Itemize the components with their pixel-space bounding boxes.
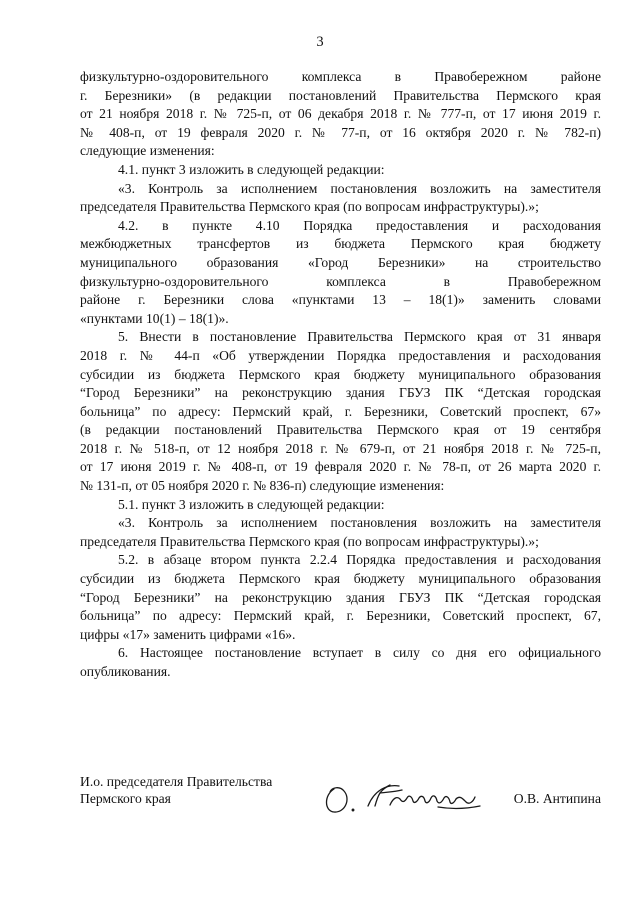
page-number: 3 — [316, 34, 324, 50]
text-line: межбюджетных трансфертов из бюджета Пермского края бюджету — [80, 236, 601, 252]
text-line: опубликования. — [80, 664, 171, 679]
text-line: районе г. Березники слова «пунктами 13 – 18(1)» заменить словами — [80, 292, 601, 308]
paragraph — [80, 68, 601, 161]
text-line: физкультурно-оздоровительного комплекса в Правобережном — [80, 273, 601, 289]
paragraph — [80, 328, 601, 495]
text-line: от 17 июня 2019 г. № 408-п, от 19 февраля 2020 г. № 78-п, от 26 марта 2020 г. — [80, 459, 601, 475]
text-line: 2018 г. № 518-п, от 12 ноября 2018 г. № 679-п, от 21 ноября 2018 г. № 725-п, — [80, 440, 601, 456]
signatory-title-line: И.о. председателя Правительства — [80, 774, 273, 789]
text-line: 4.1. пункт 3 изложить в следующей редакции: — [118, 161, 385, 177]
text-line: г. Березники» (в редакции постановлений Правительства Пермского края — [80, 87, 601, 103]
text-line: от 21 ноября 2018 г. № 725-п, от 06 декабря 2018 г. № 777-п, от 17 июня 2019 г. — [80, 106, 601, 122]
text-line: «3. Контроль за исполнением постановления возложить на заместителя — [118, 515, 601, 531]
text-line: “Город Березники” на реконструкцию здания ГБУЗ ПК “Детская городская — [80, 589, 601, 605]
handwritten-signature — [320, 773, 495, 823]
paragraph — [80, 217, 601, 329]
text-line: следующие изменения: — [80, 143, 215, 159]
text-line: 2018 г. № 44-п «Об утверждении Порядка предоставления и расходования — [80, 347, 601, 363]
text-line: председателя Правительства Пермского края (по вопросам инфраструктуры).»; — [80, 533, 539, 549]
paragraph — [80, 496, 601, 515]
paragraph — [80, 161, 601, 180]
text-line: № 408-п, от 19 февраля 2020 г. № 77-п, от 16 октября 2020 г. № 782-п) — [80, 124, 601, 140]
paragraph — [80, 551, 601, 644]
paragraph — [80, 514, 601, 551]
text-line: «пунктами 10(1) – 18(1)». — [80, 310, 229, 326]
text-line: субсидии из бюджета Пермского края бюджету муниципального образования — [80, 571, 601, 587]
signatory-title-line: Пермского края — [80, 791, 171, 806]
paragraph — [80, 644, 601, 681]
text-line: 4.2. в пункте 4.10 Порядка предоставления и расходования — [118, 217, 601, 233]
signatory-title — [80, 773, 272, 807]
text-line: председателя Правительства Пермского края (по вопросам инфраструктуры).»; — [80, 199, 539, 215]
text-line: «3. Контроль за исполнением постановления возложить на заместителя — [118, 180, 601, 196]
text-line: 5.1. пункт 3 изложить в следующей редакции: — [118, 496, 385, 512]
document-body — [80, 68, 601, 682]
text-line: субсидии из бюджета Пермского края бюджету муниципального образования — [80, 366, 601, 382]
text-line: № 131-п, от 05 ноября 2020 г. № 836-п) следующие изменения: — [80, 478, 445, 494]
text-line: 6. Настоящее постановление вступает в силу со дня его официального — [118, 645, 601, 661]
text-line: 5.2. в абзаце втором пункта 2.2.4 Порядка предоставления и расходования — [118, 552, 601, 568]
text-line: физкультурно-оздоровительного комплекса в Правобережном районе — [80, 69, 601, 84]
signatory-name: О.В. Антипина — [513, 791, 601, 806]
text-line: 5. Внести в постановление Правительства Пермского края от 31 января — [118, 329, 601, 345]
text-line: больница” по адресу: Пермский край, г. Березники, Советский проспект, 67» — [80, 403, 601, 419]
text-line: муниципального образования «Город Березники» на строительство — [80, 254, 601, 270]
signature-block — [80, 773, 601, 833]
text-line: “Город Березники” на реконструкцию здания ГБУЗ ПК “Детская городская — [80, 385, 601, 401]
text-line: цифры «17» заменить цифрами «16». — [80, 626, 296, 642]
text-line: (в редакции постановлений Правительства Пермского края от 19 сентября — [80, 422, 601, 438]
text-line: больница” по адресу: Пермский край, г. Березники, Советский проспект, 67, — [80, 608, 601, 624]
paragraph — [80, 180, 601, 217]
